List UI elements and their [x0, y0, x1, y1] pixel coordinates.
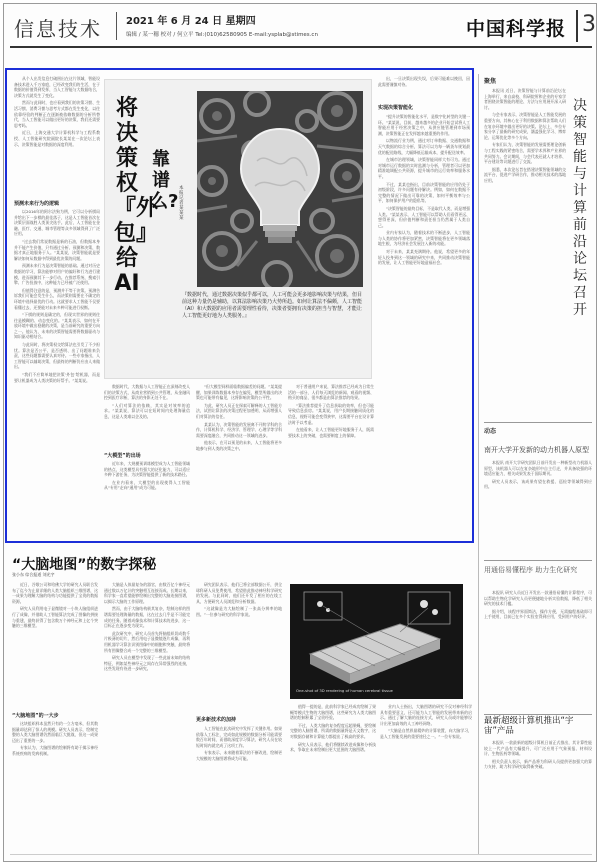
lower-col-2-text: 大脑是人体最复杂的器官，由数百亿个神经元通过数以万亿计的突触相互连接而成。长期以来，科学家一直希望能够绘制出完整的大脑连接图谱，以揭示大脑的工作原理。 然而，由于大脑结构极其复杂，绘制这样的图谱需要处理海量的数据，这在过去几乎是不可能完成的任务。随着成像技术和计算技术的进步，这一目标正在逐步变为现实。 此次研究中，研究人员首先将脑组织切成数千片极薄的切片，然后用电子显微镜逐片成像，再利用机器学习算法识别图像中的细胞和突触，最终将所有图像整合成一个完整的三维模型。 研究人员在模型中发现了一些此前未知的结构特征，例如某些神经元之间存在异常强烈的连接，这些发现有待进一步研究。	[104, 582, 190, 672]
sidebar-rule-3	[484, 714, 592, 715]
mid-column-1-text: 数据时代，大数据与人工智能正在深刻改变人们的决策方式，从商业营销到公共管理，从金融风控到医疗诊断，算法的身影无处不在。 “人们对算法的依赖，其实是对效率的追求。”某某说，算法可以在短时间内处理海量信息，这是人类难以企及的。	[104, 384, 190, 419]
page-number: 3	[582, 12, 596, 37]
gears-illustration	[197, 91, 363, 287]
lower-article-byline: 张小东 综合报道 刘光宇	[12, 572, 55, 577]
sidebar-text-1: 本报讯 近日，决策智能与计算前沿论坛在上海举行，来自高校、科研院所和企业的专家学者围绕决策智能的理论、方法与应用展开深入研讨。 与会专家表示，决策智能是人工智能发展的重要方向，其核心在于利用数据和算法帮助人们在复杂环境中做出更好的决策。论坛上，多位专家分享了最新的研究成果，涵盖强化学习、博弈论、运筹优化等多个方向。 专家们认为，决策智能的发展需要理论创新与工程实践的紧密结合，需要学术界和产业界的共同努力。会议期间，与会代表还就人才培养、平台建设等议题进行了交流。 据悉，本次论坛旨在搭建决策智能领域的交流平台，促进产学研合作，推动相关技术的落地应用。	[484, 88, 566, 183]
masthead	[4, 4, 597, 49]
sidebar-headline-2: 用通俗易懂程序 助力生化研究	[484, 566, 578, 574]
page-footer-rule	[10, 854, 592, 855]
mid-subhead: “大模型”的出场	[104, 453, 141, 459]
brain-render-illustration	[290, 584, 463, 699]
sidebar-text-2: 本报讯 南开大学研究团队日前开发出一种新型动力机器人原型，该机器人可以在复杂地形中自主行走，并具备较强的环境适应能力，相关成果发表于国际期刊。 研究人员表示，该成果有望在救援、巡检等领域得到应用。	[484, 460, 592, 490]
lower-col-1-text: 近日，谷歌公司和哈佛大学的研究人员联合发布了迄今为止最详细的人类大脑组织三维图谱，这一成果为理解大脑的结构与功能提供了宝贵的数据资源。 研究人员利用电子显微镜对一小块人脑组织进行了成像，并借助人工智能算法完成了图像的拼接与重建，最终获得了包含数万个神经元和上亿个突触的三维模型。	[12, 582, 98, 629]
sidebar-rule-1	[484, 422, 592, 423]
newspaper-logo: 中国科学报	[466, 18, 567, 40]
header-rule	[10, 46, 592, 48]
feature-headline: 将决策权『外包』给AI	[114, 96, 159, 296]
lower-subhead-2: 更多新技术的加持	[196, 717, 237, 723]
mid-column-2-text: “但大模型同样面临数据偏差的问题。”某某提醒，如果训练数据本身存在偏见，模型所做出的决策也可能带有偏见，这将影响决策的公平性。 为此，研究人员正在探索可解释的人工智能方法，试图让算法的决策过程更加透明，从而增强人们对算法的信任。 某某认为，决策智能的发展离不开跨学科的合作，计算机科学、经济学、管理学、心理学等学科需要深度融合，共同推动这一领域的进步。 他表示，在可以预见的未来，人工智能将更多地参与到人类的决策之中。	[196, 384, 282, 451]
lightbulb-gears-photo	[197, 91, 363, 287]
right-subhead: 实现决策智能化	[378, 105, 414, 111]
left-column-text-top: 从个人出发信息打破围出在这片领域，智能设备技术进入千万家庭，已经改变我们的生活，在于数据的价值得到发挥，当人工智能与大数据结合，决策方式就发生了变化。 然而与此同时，也应看到我们的决策习惯、生活习惯、消费习惯与思考方式都在发生变化，以往依靠经验的判断正在逐渐被依赖数据的分析所替代，当人工智能可以做出更好的决策，我们还需要思考吗。 近日，上海交通大学计算机科学与工程系教授、人工智能研究院副院长某某在一次论坛上表示，决策智能是对数据的深度利用。	[14, 76, 100, 147]
sidebar-headline-1: 南开大学开发新的动力机器人原型	[484, 446, 589, 454]
left-subhead: 预测未来行为的逻辑	[14, 201, 60, 207]
feature-caption: 『数据时代，通过数据决策似乎都可以，人工可能会更多地影响决策与结果，但目前这种力量仍是辅助，以算法影响决策乃大势所趋。如何让算法不偏颇，人工智能（AI）和大数据的应用者需要理性看待，决策者要拥有决策的担当与智慧，才能让人工智能更好地为人类服务。』	[182, 292, 363, 319]
newspaper-page	[3, 3, 597, 862]
lower-photo-caption: One-shot of 3D rendering of human cerebral tissue	[296, 688, 393, 693]
sidebar-text-4: 本报讯 一款最新的超级计算机日前正式推出，其计算性能较上一代产品有大幅提升，可广泛应用于气象预报、材料设计、生物医药等领域。 相关负责人表示，新产品将为科研人员提供更加强大的算力支持，助力科学研究取得新突破。	[484, 740, 592, 770]
section-name: 信息技术	[14, 17, 102, 41]
right-column-text-top: 出，一旦决策出现失误，后果可能难以挽回，因此需要谨慎对待。	[378, 76, 470, 87]
lower-col-1-text-b: 这块组织样本虽然只有约一立方毫米，但其数据量却达到了惊人的规模。研究人员表示，绘制完整的人类大脑图谱仍然面临巨大挑战，但这一成果迈出了重要的一步。 专家认为，大脑图谱的绘制将有助于揭示神经系统疾病的发病机制。	[12, 721, 98, 756]
sidebar-tag-mid: 动态	[484, 428, 497, 435]
sidebar-rule-2	[484, 560, 592, 561]
left-column-text-bottom: 以2016年的阿尔法狗为例，它可以分析棋局并给出下一步棋的最佳落子，这是人工智能首次在决策层面战胜人类顶尖选手。此后，人工智能在金融、医疗、交通、城市管理等众多领域得到了广泛应用。 “过去我们常说数据是新的石油，但数据本身并不能产生价值，只有通过分析、预测和决策，数据才真正地服务于人。”某某说，决策智能就是要解决如何从数据中得到最优决策的问题。 预测未来行为是决策智能的基础。通过对历史数据的学习，算法能够对用户的偏好和行为进行建模，进而预测其下一步行动。在推荐系统、搜索引擎、广告投放中，这种能力已经被广泛使用。 但值得注意的是，预测并不等于决策。预测告诉我们可能会发生什么，而决策则需要在不确定的环境中选择最优的行动。这就要求人工智能不仅要看懂过去，还要能对未来多种可能进行权衡。 “下棋的规则是确定的，但现实世界的规则往往是模糊的、动态变化的。”某某表示，如何在开放环境中做出稳健的决策，是当前研究的重要方向之一。他认为，未来的决策智能需要将数据驱动与知识驱动相结合。 与此同时，将决策权交给算法也引发了不少担忧。算法是否公平、是否透明、出了问题谁来负责，这些问题都需要认真对待。一些专家指出，人工智能可以辅助决策，但最终的判断仍应由人来做出。 “我们不应简单地把决策‘外包’给机器，而是要让机器成为人类决策的好帮手。”某某说。	[14, 209, 100, 383]
feature-headline-question: 靠谱么?	[150, 149, 179, 212]
sidebar-tag-top: 聚焦	[484, 78, 497, 85]
sidebar-divider	[478, 74, 479, 854]
sidebar-text-3: 本报讯 研究人员近日开发出一款通俗易懂的计算程序，可以帮助生物化学研究人员更便捷地分析实验数据，降低了相关研究的技术门槛。 据介绍，该程序界面简洁，操作方便，无需编程基础即可上手使用，目前已在多个实验室得到应用，受到用户的好评。	[484, 590, 592, 620]
lower-col-5-text: 业内人士指出，大脑图谱的研究不仅对神经科学具有重要意义，还可能为人工智能的发展带来新的启示。通过了解大脑的连接方式，研究人员或许能够设计出更加高效的人工神经网络。 “大脑是自然界最精妙的计算装置，向大脑学习，是人工智能发展的重要途径之一。”一位专家说。	[380, 704, 472, 739]
lower-col-3-text: 研究团队表示，他们已将全部数据公开，供全球科研人员免费使用，希望借此推动神经科学研究的发展。与此同时，他们还开发了相应的在线工具，方便研究人员浏览和分析数据。 “这就像是为大脑绘制了一张高分辨率的地图。”一位参与研究的科学家说。	[196, 582, 282, 617]
mid-column-3-text: 对于普通用户来说，算法推荐已经成为日常生活的一部分，人们每天浏览的新闻、观看的视频、购买的商品，很多都是由算法推荐的结果。 “算法推荐提升了信息获取的效率，但也可能导致信息茧房。”某某说，用户长期接触同质化的信息，视野可能会变得狭窄，这需要平台在设计算法时予以考虑。 在他看来，让人工智能更好地服务于人，既需要技术上的突破，也需要制度上的保障。	[288, 384, 374, 438]
header-separator	[116, 12, 117, 40]
lower-article-title: “大脑地图”的数字探秘	[12, 557, 157, 573]
right-column-text: “提升决策的智能化水平，是数字化转型的关键一环。”某某说，目前，越来越多的企业开始尝试将人工智能应用于经营决策之中，从供应链管理到市场预测，决策智能正在发挥越来越重要的作用。 以物流行业为例，通过对订单数据、交通数据和天气数据的综合分析，算法可以为每一辆货车规划最优的配送路线，大幅降低运输成本，提升配送效率。 在城市治理领域，决策智能同样大有可为。通过对城市运行数据的实时监测与分析，管理者可以更加精准地调配公共资源，提升城市的运行效率和服务水平。 不过，某某也指出，目前决策智能的应用仍处于初级阶段，许多问题有待解决。例如，如何在数据不完整的情况下做出可靠的决策，如何平衡效率与公平，如何保护用户的隐私等。 “决策智能的最终目标，不是取代人类，而是增强人类。”某某表示，人工智能可以帮助人们看得更远、想得更深，但价值判断和责任担当仍然属于人类自己。 业内专家认为，随着技术的不断进步，人工智能与人类的协作将更加紧密，决策智能将在更多领域落地生根，为经济社会发展注入新的动能。 对于未来，某某充满期待。他说，希望更多的年轻人投身到这一领域的研究中来，共同推动决策智能的发展，让人工智能更好地造福社会。	[378, 114, 470, 266]
issue-date: 2021 年 6 月 24 日 星期四	[126, 16, 256, 27]
feature-byline: 本报记者 某某某	[179, 186, 184, 221]
lower-col-3-text-b: 人工智能在此次研究中发挥了关键作用。如果依靠人工标注，完成如此规模的数据分析可能需要数百年时间，而借助深度学习算法，研究人员在较短时间内就完成了这项工作。 专家表示，未来随着算法的不断改进，绘制更大规模的大脑图谱将成为可能。	[196, 726, 282, 761]
lower-subhead-1: “大脑地图”的一大步	[12, 713, 59, 719]
mid-column-1-text-b: 近年来，大规模预训练模型成为人工智能领域的热点，这类模型具有强大的泛化能力，可以适应多种下游任务，为决策智能提供了新的技术路径。 在业内看来，大模型的出现使得人工智能从“专用”走向“通用”成为可能。	[104, 461, 190, 491]
sidebar-vertical-title: 决策智能与计算前沿论坛召开	[573, 98, 587, 318]
editor-meta: 编辑 / 某一穗 校对 / 何立平 Tel:(010)62580905 E-mail:ysplab@stimes.cn	[126, 32, 318, 38]
brain-tissue-render-photo	[290, 584, 463, 699]
sidebar-headline-3: 最新超级计算机推出“宇宙”产品	[484, 716, 574, 736]
page-number-box	[576, 10, 596, 42]
lower-col-4-text: 值得一提的是，此前科学家已经成功绘制了果蝇等模式生物的大脑图谱，这些研究为人类大脑图谱的绘制积累了宝贵经验。 不过，人类大脑的复杂程度远超果蝇，要绘制完整的人脑图谱，所需的数据量将是天文数字，这对数据存储和计算能力都提出了极高的要求。 研究人员表示，他们将继续改进成像和分析技术，争取在未来绘制出更大范围的大脑图谱。	[290, 704, 376, 753]
